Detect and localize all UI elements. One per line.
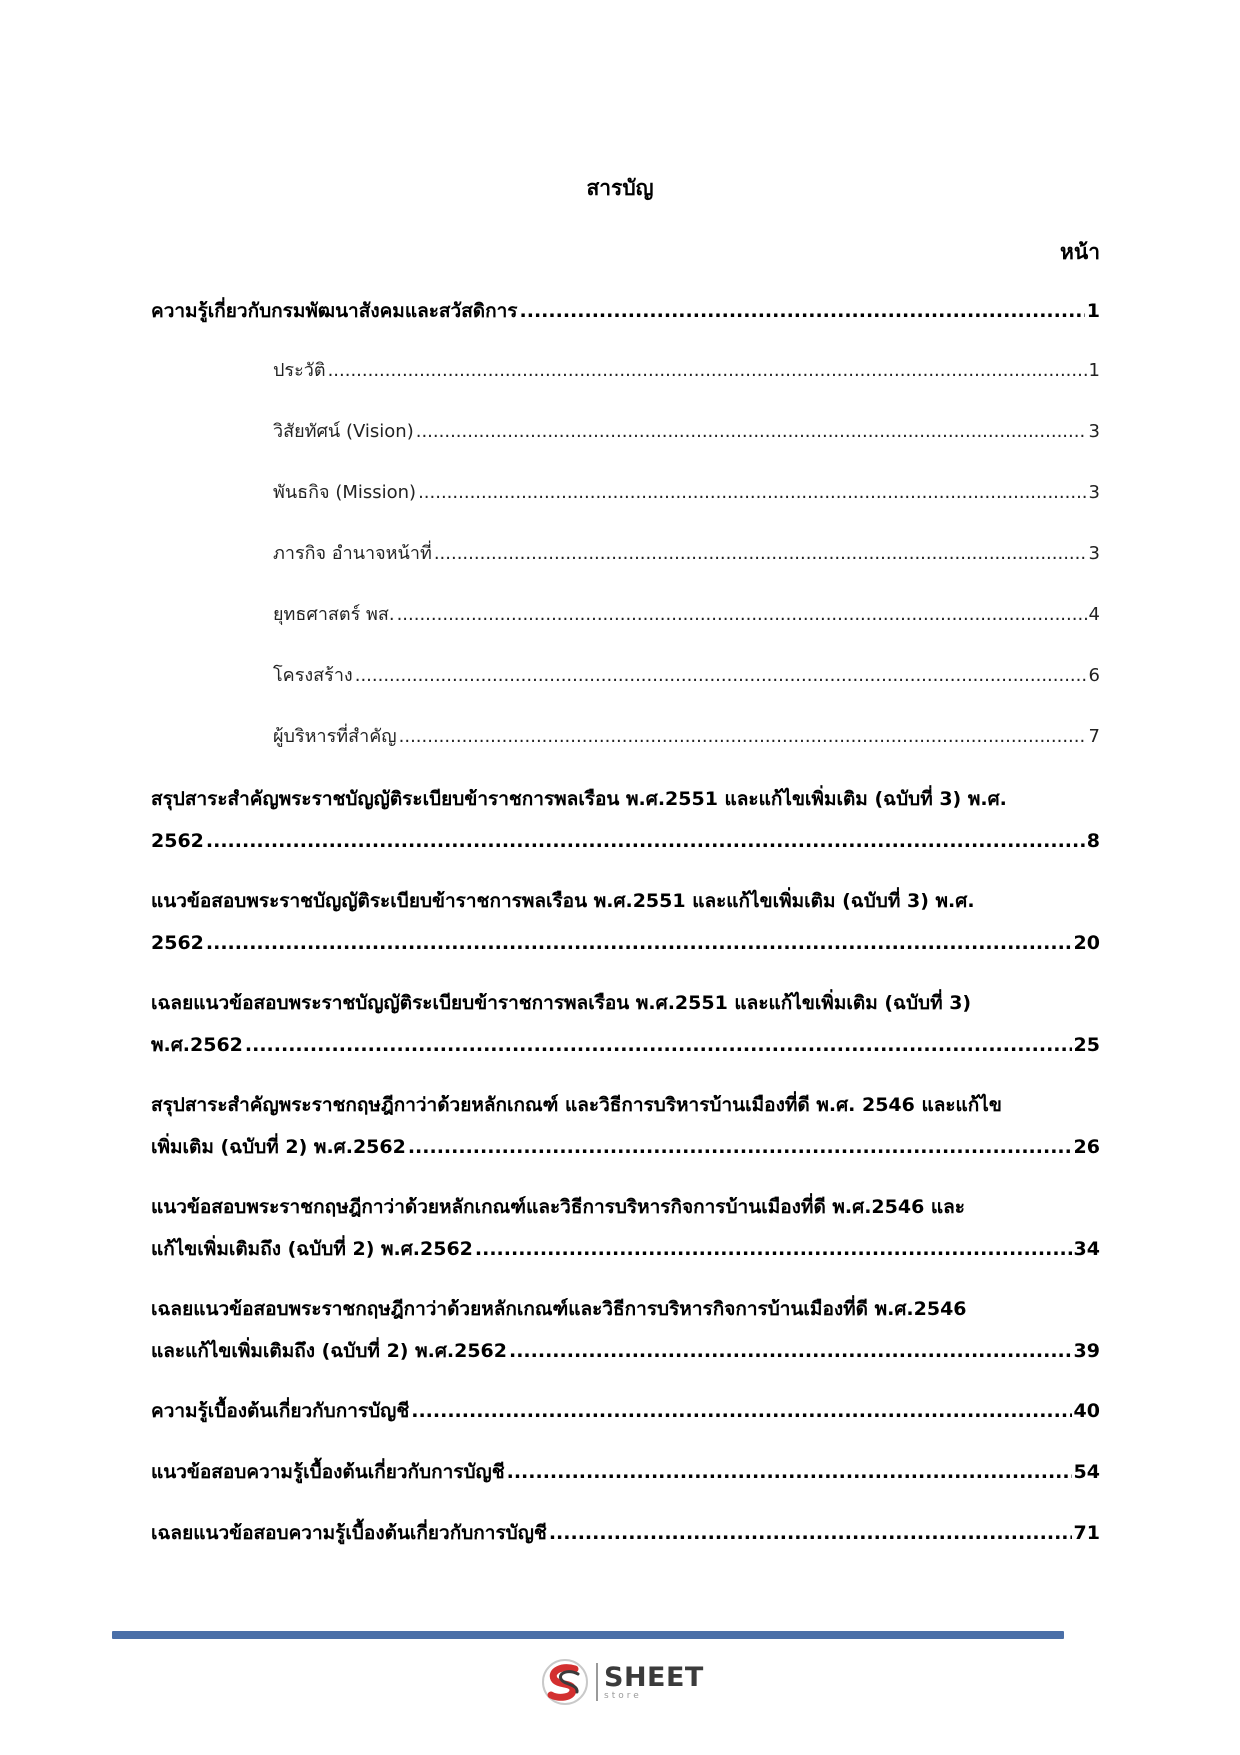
toc-subentry [151,534,1100,595]
dot-leader [549,1512,1072,1555]
toc-page-number: 3 [1088,482,1100,503]
toc-subentry [151,595,1100,656]
toc-entry-title: แนวข้อสอบพระราชบัญญัติระเบียบข้าราชการพลเรือน พ.ศ.2551 และแก้ไขเพิ่มเติม (ฉบับที่ 3) พ.ศ. [151,890,975,912]
toc-line [273,534,1100,595]
toc-entry-title: พันธกิจ (Mission) [273,482,417,503]
toc-line [151,778,1100,820]
toc-entry [151,778,1100,862]
toc-line [273,656,1100,717]
toc-entry-title: แนวข้อสอบความรู้เบื้องต้นเกี่ยวกับการบัญชี [151,1461,505,1483]
page-title: สารบัญ [586,176,654,200]
toc-subentry [151,412,1100,473]
toc-subentry [151,351,1100,412]
toc-line [151,290,1100,333]
dot-leader [399,717,1087,757]
dot-leader [520,290,1085,333]
dot-leader [418,473,1086,513]
dot-leader [408,1126,1072,1168]
sheet-store-logo-icon [540,1657,590,1707]
toc-line [151,1084,1100,1126]
toc-line [151,820,1100,862]
toc-line [151,1451,1100,1494]
toc-entry-title: ภารกิจ อำนาจหน้าที่ [273,543,432,564]
dot-leader [397,595,1087,635]
toc-page-number: 40 [1073,1400,1100,1422]
toc-entry-title: ความรู้เกี่ยวกับกรมพัฒนาสังคมและสวัสดิการ [151,300,518,322]
brand-separator [596,1663,598,1701]
toc-entry [151,1084,1100,1168]
toc-entry [151,1512,1100,1555]
toc-entry-title: เฉลยแนวข้อสอบพระราชกฤษฎีกาว่าด้วยหลักเกณฑ์และวิธีการบริหารกิจการบ้านเมืองที่ดี พ.ศ.2546 [151,1298,967,1320]
footer-brand [540,1654,704,1710]
toc-subentry [151,656,1100,717]
toc-page-number: 26 [1073,1136,1100,1158]
toc-entry [151,982,1100,1066]
toc-page-number: 20 [1073,932,1100,954]
toc-page-number: 3 [1088,543,1100,564]
toc-line [151,880,1100,922]
dot-leader [206,820,1085,862]
dot-leader [411,1390,1071,1433]
toc-line [273,473,1100,534]
toc-entry [151,880,1100,964]
toc-page-number: 34 [1073,1238,1100,1260]
toc-entry-title: แนวข้อสอบพระราชกฤษฎีกาว่าด้วยหลักเกณฑ์และวิธีการบริหารกิจการบ้านเมืองที่ดี พ.ศ.2546 และ [151,1196,966,1218]
toc-page-number: 71 [1073,1522,1100,1544]
toc-entry-title: เพิ่มเติม (ฉบับที่ 2) พ.ศ.2562 [151,1136,406,1158]
toc-page-number: 7 [1088,726,1100,747]
toc-entry-title: แก้ไขเพิ่มเติมถึง (ฉบับที่ 2) พ.ศ.2562 [151,1238,473,1260]
toc-entry-title: ยุทธศาสตร์ พส. [273,604,395,625]
toc-line [151,1288,1100,1330]
page-column-header: หน้า [1060,240,1100,264]
toc-page-number: 4 [1088,604,1100,625]
table-of-contents [151,290,1100,1573]
toc-entry-title: เฉลยแนวข้อสอบพระราชบัญญัติระเบียบข้าราชการพลเรือน พ.ศ.2551 และแก้ไขเพิ่มเติม (ฉบับที่ 3) [151,992,972,1014]
toc-entry [151,1186,1100,1270]
toc-page-number: 3 [1088,421,1100,442]
toc-line [151,1512,1100,1555]
toc-entry-title: ผู้บริหารที่สำคัญ [273,726,397,747]
toc-entry-title: เฉลยแนวข้อสอบความรู้เบื้องต้นเกี่ยวกับการบัญชี [151,1522,547,1544]
toc-line [151,922,1100,964]
toc-subentry [151,717,1100,778]
toc-entry-title: 2562 [151,830,204,852]
toc-page-number: 8 [1086,830,1100,852]
toc-entry-title: พ.ศ.2562 [151,1034,243,1056]
toc-page-number: 25 [1073,1034,1100,1056]
toc-line [273,595,1100,656]
toc-line [273,351,1100,412]
toc-page-number: 54 [1073,1461,1100,1483]
toc-entry-title: ประวัติ [273,360,326,381]
toc-entry-title: 2562 [151,932,204,954]
toc-page-number: 1 [1088,360,1100,381]
toc-line [151,1024,1100,1066]
toc-entry-title: และแก้ไขเพิ่มเติมถึง (ฉบับที่ 2) พ.ศ.2562 [151,1340,507,1362]
dot-leader [475,1228,1072,1270]
brand-subtitle: store [604,1690,642,1701]
dot-leader [509,1330,1072,1372]
toc-line [151,1330,1100,1372]
toc-entry [151,1390,1100,1433]
toc-entry-title: ความรู้เบื้องต้นเกี่ยวกับการบัญชี [151,1400,410,1422]
toc-line [151,1228,1100,1270]
toc-page-number: 1 [1086,300,1100,322]
toc-subentry [151,473,1100,534]
toc-line [151,1186,1100,1228]
dot-leader [507,1451,1072,1494]
toc-entry-title: โครงสร้าง [273,665,353,686]
dot-leader [434,534,1087,574]
toc-page-number: 39 [1073,1340,1100,1362]
toc-line [151,1126,1100,1168]
toc-entry-title: สรุปสาระสำคัญพระราชบัญญัติระเบียบข้าราชการพลเรือน พ.ศ.2551 และแก้ไขเพิ่มเติม (ฉบับที่ 3) พ.ศ. [151,788,1007,810]
footer-divider [112,1631,1064,1639]
toc-entry [151,1288,1100,1372]
toc-line [273,717,1100,778]
dot-leader [416,412,1087,452]
toc-line [273,412,1100,473]
toc-entry-title: สรุปสาระสำคัญพระราชกฤษฎีกาว่าด้วยหลักเกณฑ์ และวิธีการบริหารบ้านเมืองที่ดี พ.ศ. 2546 และแก้ไข [151,1094,1002,1116]
dot-leader [245,1024,1072,1066]
toc-page-number: 6 [1088,665,1100,686]
dot-leader [328,351,1087,391]
dot-leader [355,656,1087,696]
brand-name: SHEET [604,1661,704,1693]
toc-entry-title: วิสัยทัศน์ (Vision) [273,421,414,442]
toc-entry [151,1451,1100,1494]
toc-line [151,982,1100,1024]
dot-leader [206,922,1072,964]
toc-entry [151,290,1100,333]
toc-line [151,1390,1100,1433]
